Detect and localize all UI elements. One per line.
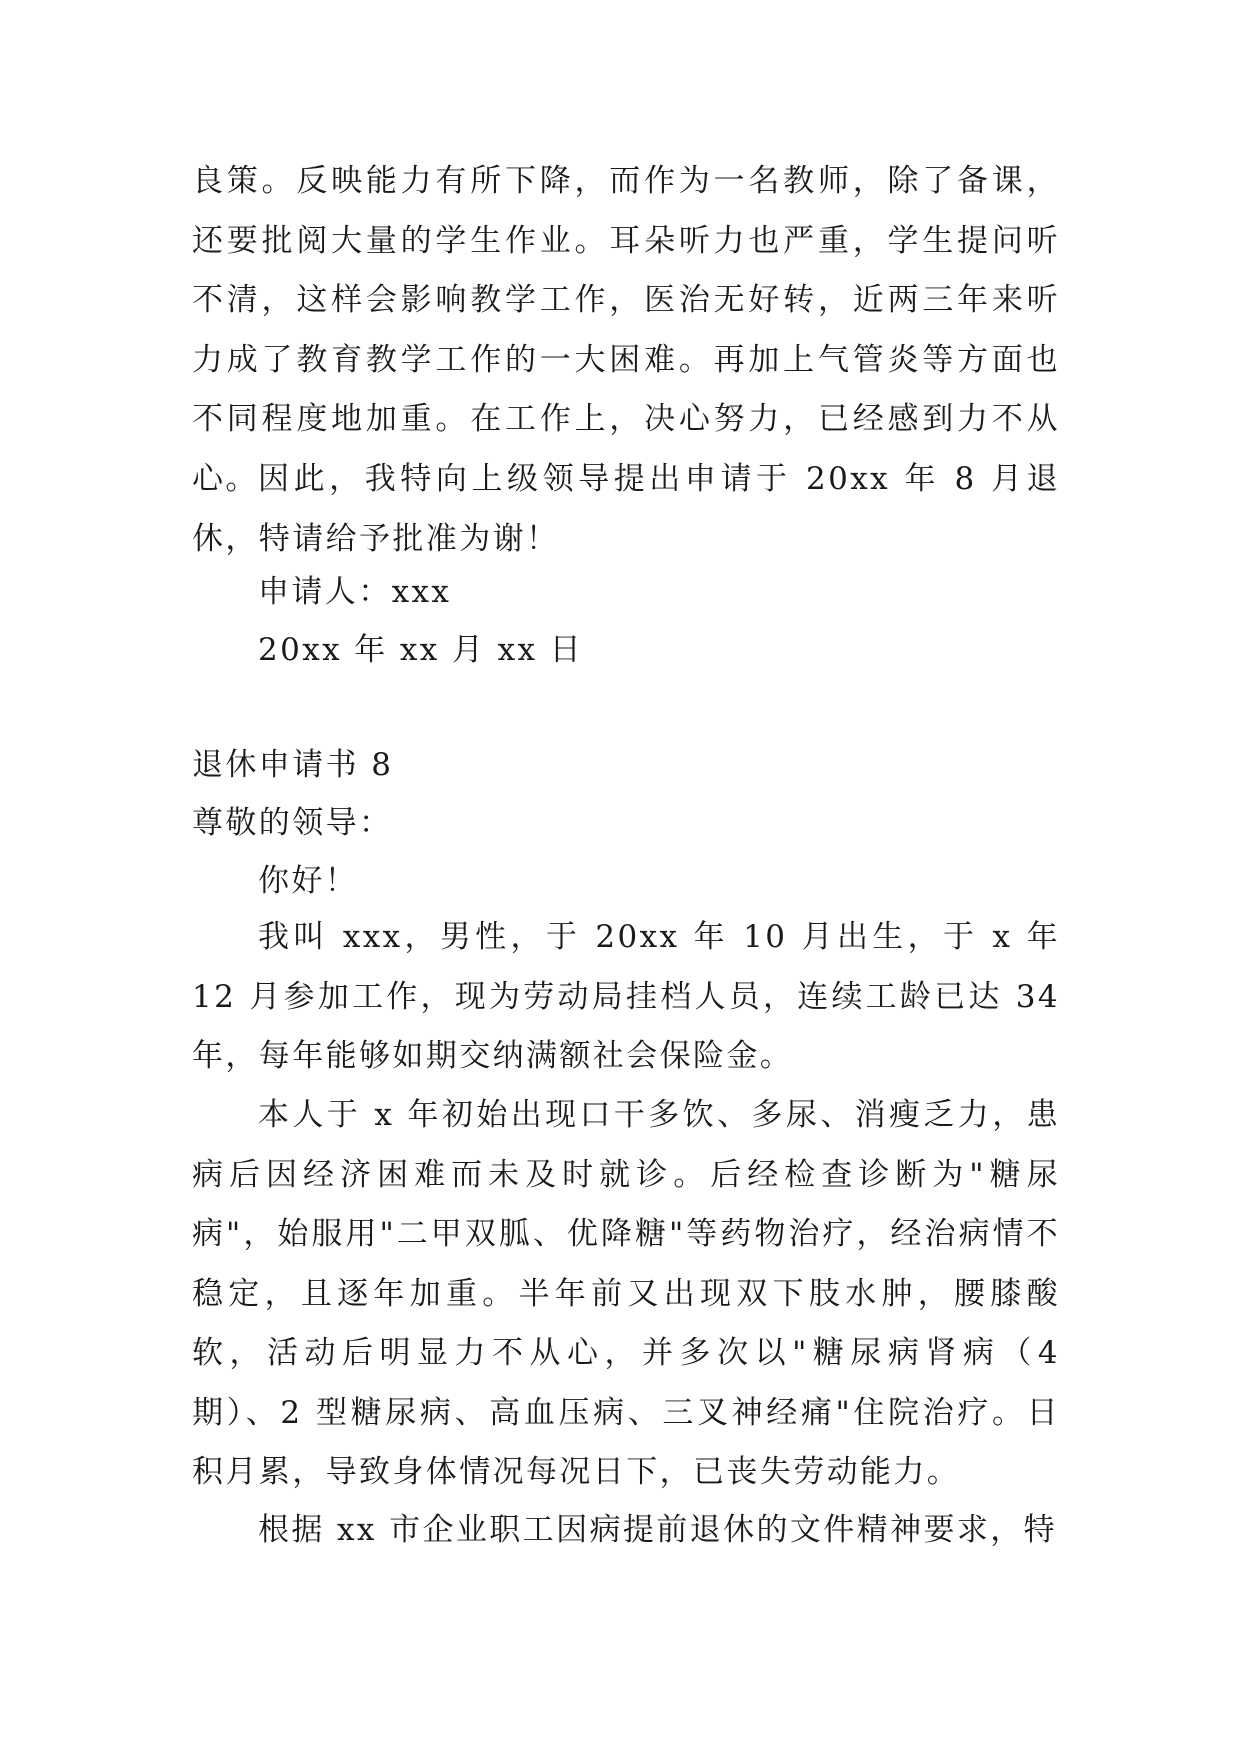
greeting: 你好！ — [258, 863, 359, 899]
section-title: 退休申请书 8 — [192, 747, 394, 783]
continuation-paragraph: 良策。反映能力有所下降，而作为一名教师，除了备课，还要批阅大量的学生作业。耳朵听力也严重，学生提问听不清，这样会影响教学工作，医治无好转，近两三年来听力成了教育教学工作的一大困难。再加上气管炎等方面也不同程度地加重。在工作上，决心努力，已经感到力不从心。 — [192, 163, 1060, 497]
paragraph-intro: 我叫 xxx，男性，于 20xx 年 10 月出生，于 x 年 12 月参加工作，现为劳动局挂档人员，连续工龄已达 34 年，每年能够如期交纳满额社会保险金。 — [192, 919, 1060, 1074]
paragraph-policy: 根据 xx 市企业职工因病提前退休的文件精神要求，特 — [258, 1512, 1058, 1548]
request-paragraph: 因此，我特向上级领导提出申请于 20xx 年 8 月退休，特请给予批准为谢！ — [192, 461, 1060, 557]
date-line: 20xx 年 xx 月 xx 日 — [258, 632, 584, 668]
paragraph-illness: 本人于 x 年初始出现口干多饮、多尿、消瘦乏力，患病后因经济困难而未及时就诊。后经检查诊断为"糖尿病"，始服用"二甲双胍、优降糖"等药物治疗，经治病情不稳定，且逐年加重。半年前又出现双下肢水肿，腰膝酸软，活动后明显力不从心，并多次以"糖尿病肾病（4 期）、2 型糖尿病、高血压病、三叉神经痛"住院治疗。日积月累，导致身体情况每况日下，已丧失劳动能力。 — [192, 1097, 1060, 1490]
applicant-line: 申请人：xxx — [258, 574, 452, 610]
salutation: 尊敬的领导： — [192, 805, 393, 841]
